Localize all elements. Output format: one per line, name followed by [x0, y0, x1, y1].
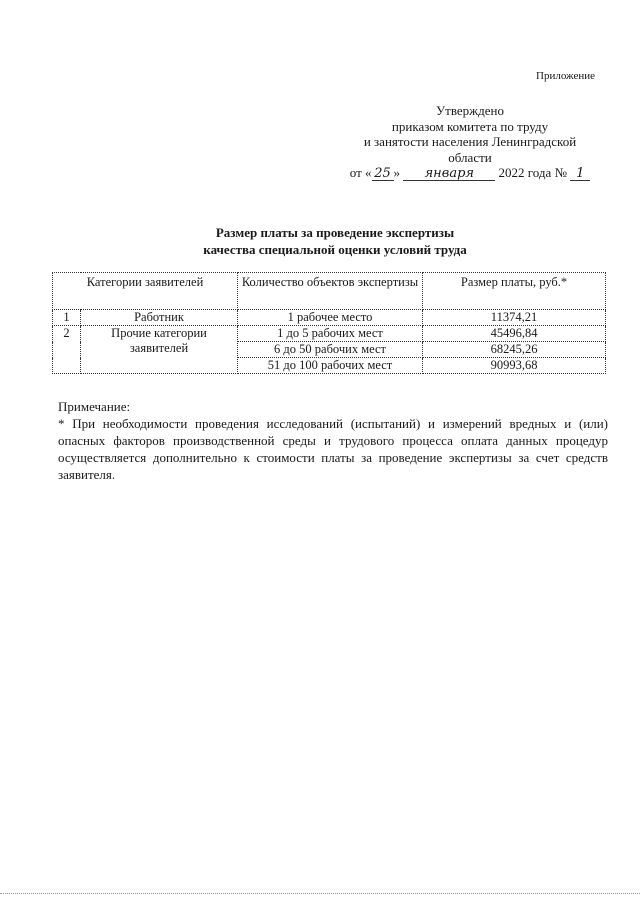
table-header-row — [53, 273, 606, 310]
title-line-1: Размер платы за проведение экспертизы — [215, 225, 455, 240]
document-title — [130, 224, 540, 258]
approval-line-employment: и занятости населения Ленинградской — [363, 134, 577, 149]
order-number: 1 — [570, 167, 590, 181]
row-fee: 90993,68 — [423, 358, 606, 374]
header-objects-count: Количество объектов экспертизы — [238, 273, 423, 310]
order-prefix: от « — [349, 165, 372, 180]
approval-line-region: области — [448, 149, 492, 165]
order-month: января — [403, 167, 495, 181]
order-quote-close: » — [393, 165, 401, 180]
row-category: Прочие категории заявителей — [81, 326, 238, 374]
row-count: 6 до 50 рабочих мест — [238, 342, 423, 358]
row-fee: 68245,26 — [423, 342, 606, 358]
row-count: 51 до 100 рабочих мест — [238, 358, 423, 374]
approval-block — [330, 103, 610, 181]
order-day: 25 — [372, 167, 394, 181]
row-fee: 45496,84 — [423, 326, 606, 342]
title-line-2: качества специальной оценки условий труда — [203, 242, 467, 257]
row-number: 2 — [53, 326, 81, 374]
note-label: Примечание: — [58, 399, 131, 414]
approval-line-order-committee: приказом комитета по труду — [391, 118, 549, 134]
appendix-label: Приложение — [536, 70, 596, 82]
row-fee: 11374,21 — [423, 310, 606, 326]
order-year: 2022 года № — [498, 165, 567, 180]
header-fee: Размер платы, руб.* — [423, 273, 606, 310]
note-text: * При необходимости проведения исследований (испытаний) и измерений вредных и (или) опасных факторов производственной среды и трудового процесса оплата данных процедур осуществляется дополнительно к стоимости платы за проведение экспертизы за счет средств заявителя. — [58, 416, 608, 482]
approval-line-approved: Утверждено — [435, 103, 505, 118]
note-block — [58, 398, 608, 483]
row-count: 1 рабочее место — [238, 310, 423, 326]
table-row — [53, 326, 606, 342]
table-row — [53, 310, 606, 326]
scan-bottom-edge — [0, 893, 640, 894]
row-number: 1 — [53, 310, 81, 326]
header-categories: Категории заявителей — [53, 273, 238, 310]
row-count: 1 до 5 рабочих мест — [238, 326, 423, 342]
order-date-line — [330, 165, 610, 181]
fee-table — [52, 272, 606, 374]
row-category: Работник — [81, 310, 238, 326]
